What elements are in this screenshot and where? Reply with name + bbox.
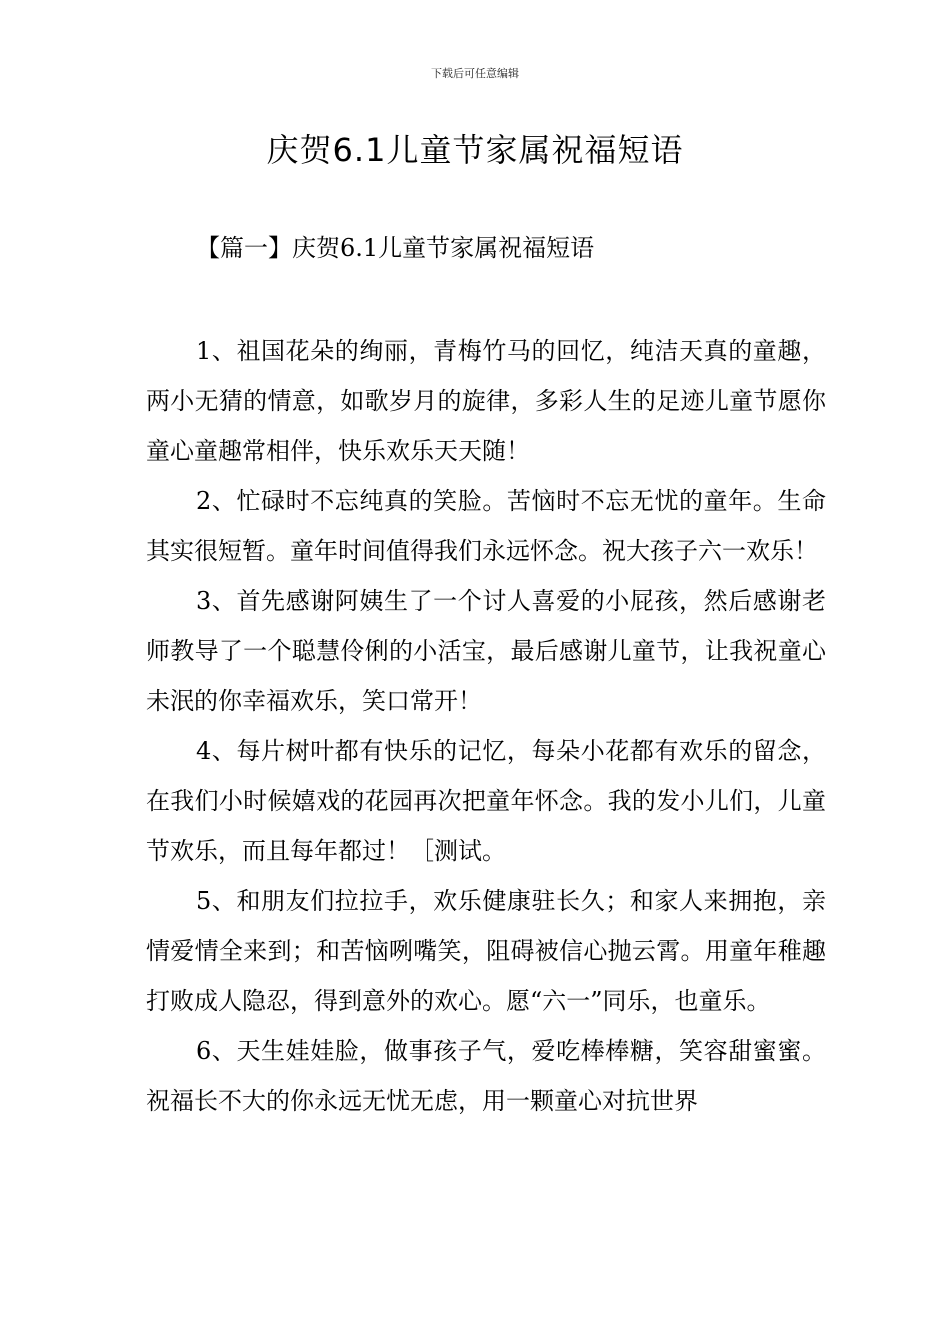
section-heading: 【篇一】庆贺6.1儿童节家属祝福短语: [196, 234, 595, 262]
paragraph-1: 1、祖国花朵的绚丽，青梅竹马的回忆，纯洁天真的童趣，两小无猜的情意，如歌岁月的旋律，多彩人生的足迹儿童节愿你童心童趣常相伴，快乐欢乐天天随！: [146, 337, 826, 465]
body-text: [146, 326, 826, 1126]
paragraph-5: 5、和朋友们拉拉手，欢乐健康驻长久；和家人来拥抱，亲情爱情全来到；和苦恼咧嘴笑，阻碍被信心抛云霄。用童年稚趣打败成人隐忍，得到意外的欢心。愿“六一”同乐，也童乐。: [146, 887, 826, 1015]
paragraph-2: 2、忙碌时不忘纯真的笑脸。苦恼时不忘无忧的童年。生命其实很短暂。童年时间值得我们永远怀念。祝大孩子六一欢乐！: [146, 487, 826, 565]
paragraph-4: 4、每片树叶都有快乐的记忆，每朵小花都有欢乐的留念，在我们小时候嬉戏的花园再次把童年怀念。我的发小儿们，儿童节欢乐，而且每年都过！［测试。: [146, 737, 826, 865]
paragraph-6: 6、天生娃娃脸，做事孩子气，爱吃棒棒糖，笑容甜蜜蜜。祝福长不大的你永远无忧无虑，用一颗童心对抗世界: [146, 1037, 826, 1115]
paragraph-3: 3、首先感谢阿姨生了一个讨人喜爱的小屁孩，然后感谢老师教导了一个聪慧伶俐的小活宝，最后感谢儿童节，让我祝童心未泯的你幸福欢乐，笑口常开！: [146, 587, 826, 715]
header-note: 下载后可任意编辑: [431, 67, 519, 80]
document-title: 庆贺6.1儿童节家属祝福短语: [266, 131, 684, 169]
